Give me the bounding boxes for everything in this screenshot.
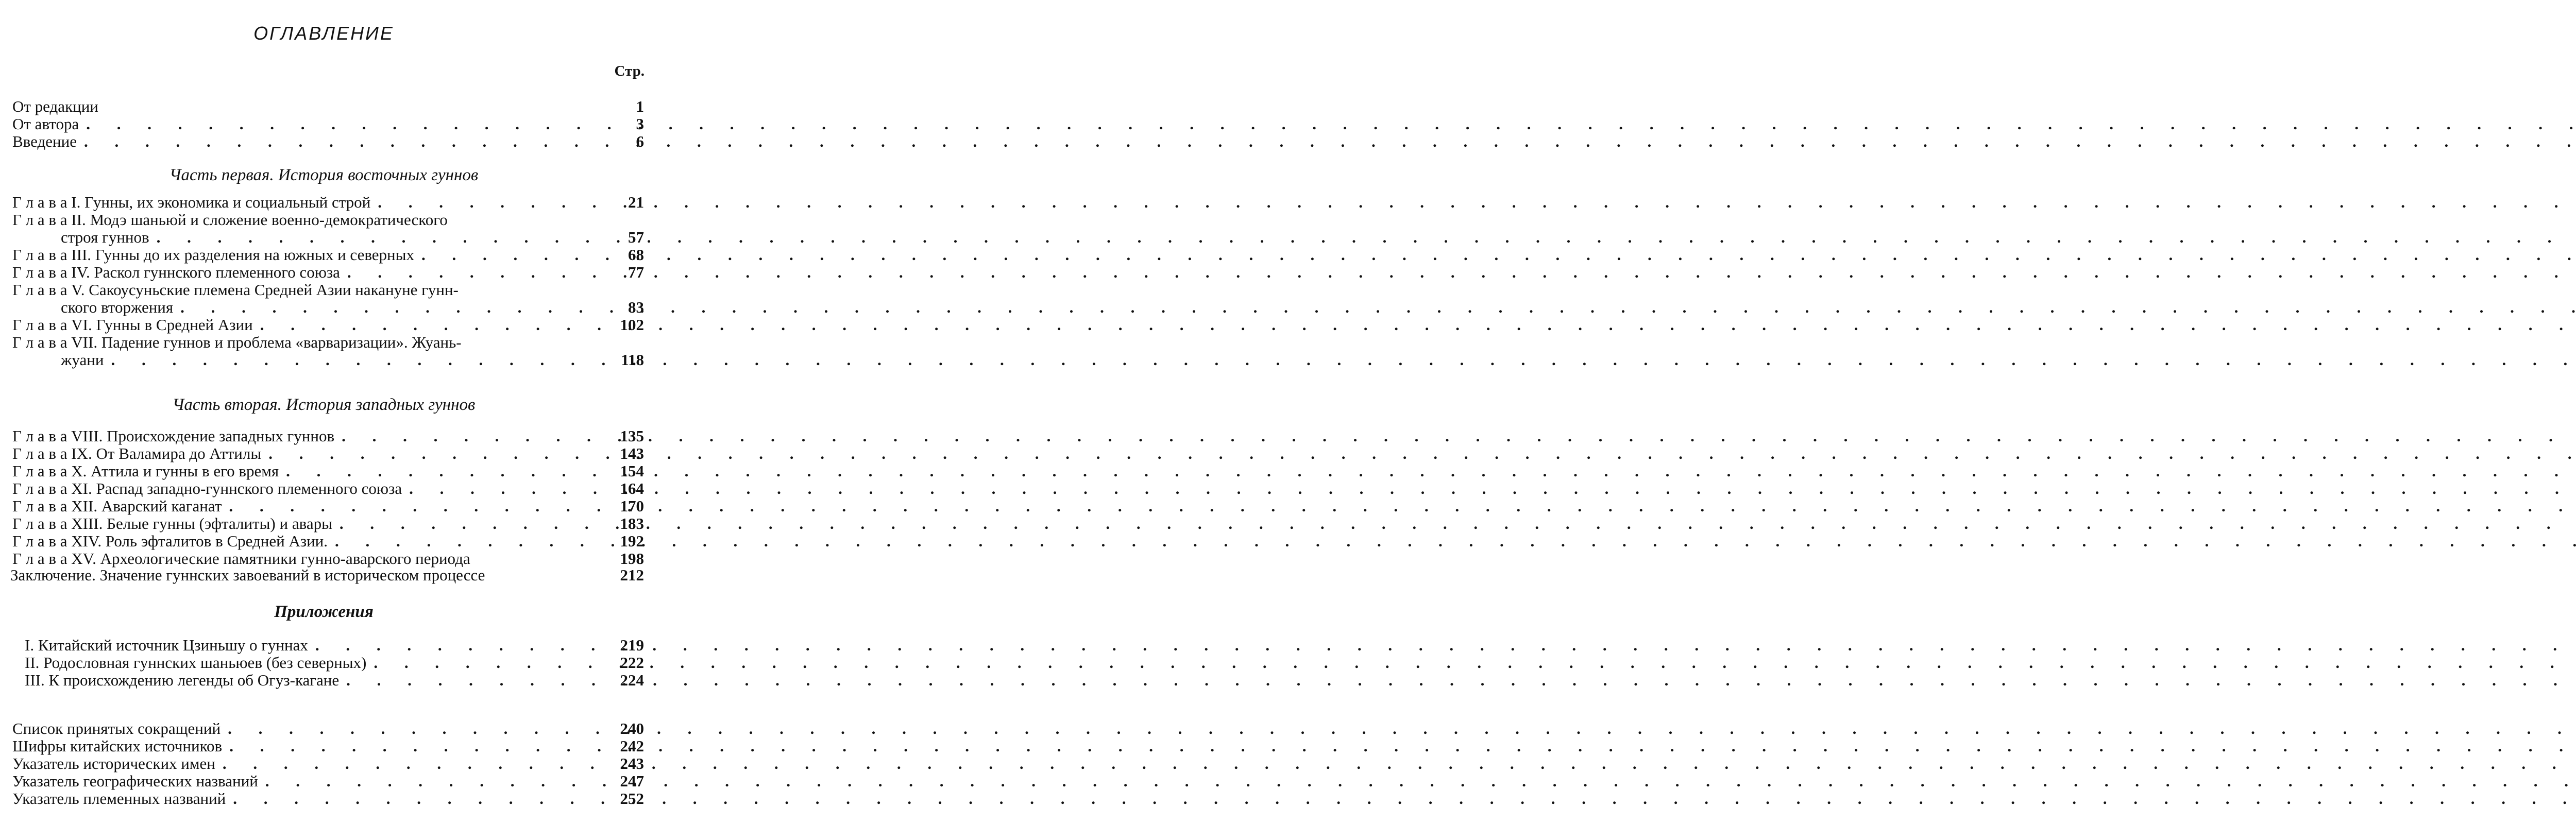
toc-entry-page: 135 (620, 427, 644, 445)
toc-entry-label: II. Родословная гуннских шаньюев (без северных) (25, 654, 367, 672)
toc-entry-label: Г л а в а XIV. Роль эфталитов в Средней Азии. (12, 532, 328, 550)
toc-entry-label: Г л а в а I. Гунны, их экономика и социальный строй (12, 193, 371, 211)
leader-dots (226, 790, 600, 808)
toc-entry-label: Г л а в а VIII. Происхождение западных гуннов (12, 427, 335, 445)
leader-dots (79, 115, 600, 133)
toc-entry-label: Г л а в а X. Аттила и гунны в его время (12, 462, 279, 480)
leader-dots (215, 755, 600, 772)
front-matter-list (12, 98, 644, 150)
toc-entry[interactable] (12, 755, 644, 772)
toc-entry[interactable] (12, 427, 644, 445)
toc-entry[interactable] (12, 480, 644, 497)
toc-entry[interactable] (12, 334, 644, 351)
leader-dots (339, 672, 600, 689)
toc-entry[interactable] (12, 737, 644, 755)
toc-entry-label: Г л а в а VI. Гунны в Средней Азии (12, 316, 253, 334)
toc-entry-label: Указатель племенных названий (12, 789, 226, 808)
toc-entry-page: 102 (620, 316, 644, 334)
toc-entry-page: 224 (620, 671, 644, 689)
toc-entry-label: Г л а в а XV. Археологические памятники гунно-аварского периода (12, 550, 470, 568)
leader-dots (340, 264, 600, 281)
part-two-list (12, 427, 644, 568)
toc-entry-page: 21 (628, 193, 644, 211)
toc-entry[interactable] (10, 566, 644, 584)
toc-entry-label: Заключение. Значение гуннских завоеваний в историческом процессе (10, 566, 485, 584)
page-column-header: Стр. (614, 63, 645, 79)
toc-entry-label: Г л а в а V. Сакоусуньские племена Средней Азии накануне гунн- (12, 281, 459, 299)
toc-entry-label: Шифры китайских источников (12, 737, 223, 755)
toc-entry[interactable] (12, 550, 644, 568)
toc-page (0, 0, 648, 824)
toc-entry[interactable] (12, 772, 644, 790)
toc-entry[interactable] (12, 316, 644, 334)
leader-dots (332, 515, 600, 533)
toc-entry[interactable] (12, 497, 644, 515)
leader-dots (370, 194, 600, 211)
page-title: ОГЛАВЛЕНИЕ (253, 23, 394, 44)
leader-dots (308, 637, 600, 654)
toc-entry-page: 1 (636, 97, 644, 115)
part-one-heading: Часть первая. История восточных гуннов (169, 166, 479, 184)
toc-entry[interactable] (12, 533, 644, 550)
appendix-list (25, 637, 644, 689)
toc-entry[interactable] (12, 264, 644, 281)
toc-entry-page: 6 (636, 132, 644, 150)
leader-dots (221, 720, 600, 737)
toc-entry[interactable] (12, 281, 644, 299)
leader-dots (222, 497, 600, 515)
appendix-heading: Приложения (274, 603, 374, 621)
leader-dots (149, 229, 600, 246)
part-two-heading: Часть вторая. История западных гуннов (172, 396, 476, 414)
toc-entry-continuation[interactable] (12, 229, 644, 246)
toc-entry[interactable] (12, 720, 644, 737)
toc-entry-page: 183 (620, 514, 644, 533)
toc-entry-label: III. К происхождению легенды об Огуз-кагане (25, 671, 340, 689)
leader-dots (104, 351, 600, 369)
toc-entry[interactable] (12, 133, 644, 150)
toc-entry[interactable] (12, 790, 644, 808)
toc-entry[interactable] (12, 246, 644, 264)
toc-entry-label: строя гуннов (61, 228, 149, 246)
leader-dots (414, 246, 600, 264)
toc-entry[interactable] (12, 194, 644, 211)
toc-entry-page: 143 (620, 444, 644, 462)
toc-entry-page: 154 (620, 462, 644, 480)
leader-dots (334, 427, 600, 445)
toc-entry-label: Г л а в а II. Модэ шаньюй и сложение военно-демократического (12, 211, 448, 229)
toc-entry-page: 3 (636, 115, 644, 133)
toc-entry-page: 77 (628, 263, 644, 281)
leader-dots (253, 316, 600, 334)
toc-entry-page: 242 (620, 737, 644, 755)
leader-dots (77, 133, 600, 150)
leader-dots (173, 299, 600, 316)
toc-entry[interactable] (12, 445, 644, 462)
conclusion-block (10, 566, 644, 584)
toc-entry[interactable] (12, 98, 644, 115)
toc-entry-page: 57 (628, 228, 644, 246)
toc-entry-page: 170 (620, 497, 644, 515)
toc-entry-page: 247 (620, 772, 644, 790)
leader-dots (366, 654, 600, 672)
toc-entry[interactable] (25, 654, 644, 672)
toc-entry-page: 212 (620, 566, 644, 584)
toc-entry-page: 192 (620, 532, 644, 550)
toc-entry-page: 68 (628, 246, 644, 264)
leader-dots (328, 533, 600, 550)
toc-entry-label: жуани (61, 351, 104, 369)
toc-entry-page: 83 (628, 298, 644, 316)
toc-entry[interactable] (12, 115, 644, 133)
toc-entry-label: Г л а в а IV. Раскол гуннского племенного союза (12, 263, 340, 281)
toc-entry-label: Введение (12, 132, 77, 150)
toc-entry[interactable] (12, 211, 644, 229)
toc-entry-page: 240 (620, 719, 644, 737)
leader-dots (261, 445, 600, 462)
leader-dots (222, 737, 600, 755)
toc-entry-page: 164 (620, 479, 644, 497)
toc-entry-page: 222 (620, 654, 644, 672)
toc-entry[interactable] (12, 462, 644, 480)
toc-entry-page: 243 (620, 754, 644, 772)
toc-entry-label: Г л а в а IX. От Валамира до Аттилы (12, 444, 262, 462)
toc-entry-label: ского вторжения (61, 298, 174, 316)
toc-entry-label: Список принятых сокращений (12, 719, 221, 737)
toc-entry-label: От автора (12, 115, 79, 133)
back-matter-list (12, 720, 644, 808)
toc-entry-label: Указатель географических названий (12, 772, 258, 790)
leader-dots (402, 480, 600, 497)
toc-entry-page: 252 (620, 789, 644, 808)
toc-entry-continuation[interactable] (12, 351, 644, 369)
toc-entry-label: Г л а в а VII. Падение гуннов и проблема «варваризации». Жуань- (12, 333, 462, 351)
part-one-list (12, 194, 644, 369)
toc-entry[interactable] (25, 637, 644, 654)
toc-entry-label: Г л а в а XI. Распад западно-гуннского племенного союза (12, 479, 402, 497)
leader-dots (258, 772, 600, 790)
toc-entry-label: Указатель исторических имен (12, 754, 215, 772)
toc-entry-label: Г л а в а XII. Аварский каганат (12, 497, 222, 515)
toc-entry[interactable] (25, 672, 644, 689)
toc-entry[interactable] (12, 515, 644, 533)
toc-entry-label: Г л а в а XIII. Белые гунны (эфталиты) и авары (12, 514, 332, 533)
toc-entry-page: 219 (620, 636, 644, 654)
toc-entry-label: От редакции (12, 97, 98, 115)
leader-dots (279, 462, 600, 480)
toc-entry-label: Г л а в а III. Гунны до их разделения на южных и северных (12, 246, 414, 264)
toc-entry-continuation[interactable] (12, 299, 644, 316)
toc-entry-label: I. Китайский источник Цзиньшу о гуннах (25, 636, 308, 654)
toc-entry-page: 118 (621, 351, 644, 369)
toc-entry-page: 198 (620, 550, 644, 568)
